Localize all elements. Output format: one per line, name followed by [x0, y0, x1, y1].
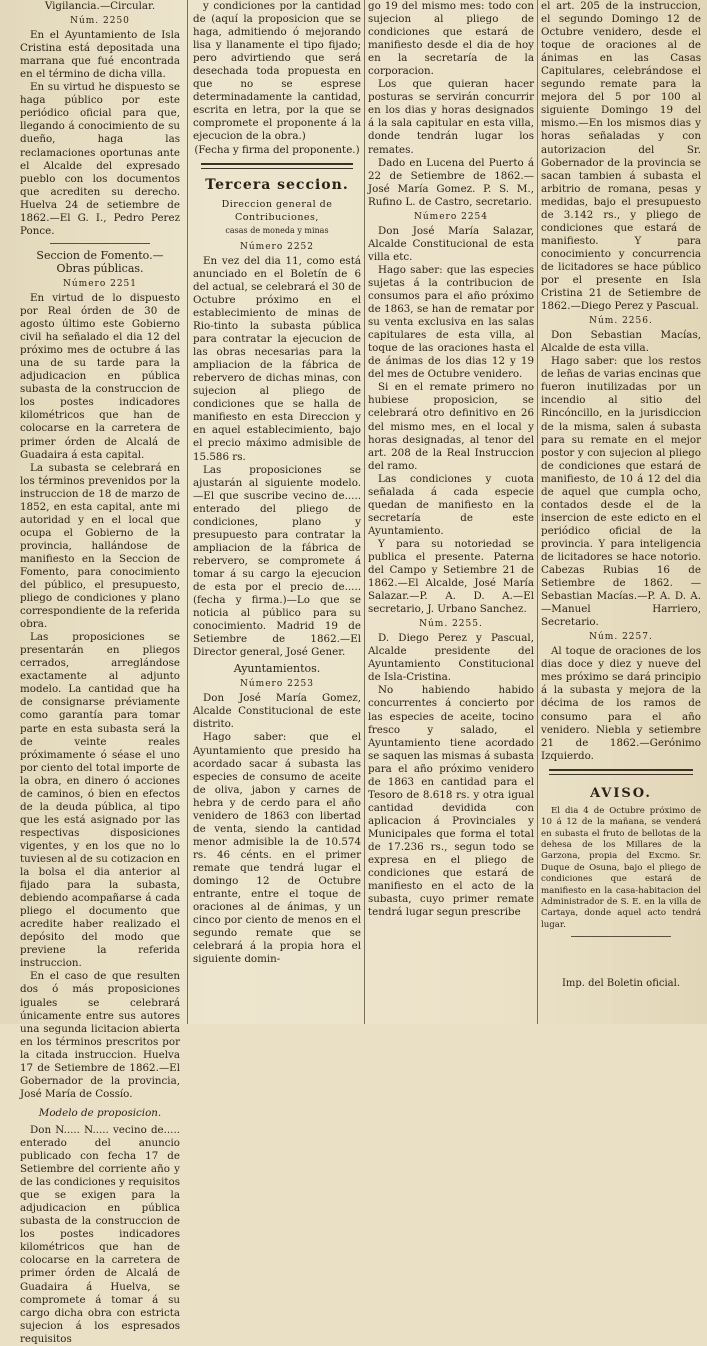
paragraph: Hago saber: que las especies sujetas á la contribucion de consumos para el año próximo de 1863, se han de rematar por su venta exclusiva en las salas capitulares de esta villa, al toque de las oraciones hasta el de ánimas de los dias 12 y 19 del mes de Octubre venidero. — [368, 263, 534, 381]
paragraph: Las proposiciones se presentarán en pliegos cerrados, arreglándose exactamente al adjunto modelo. La cantidad que ha de consignarse préviamente como garantía para tomar parte en esta subasta será la de veinte reales próximamente ó séase el uno por ciento del total importe de la obra, en dinero ó acciones de caminos, ó bien en efectos de la deuda pública, al tipo que les está asignado por las respectivas disposiciones vigentes, y en los que no lo tuviesen al de su cotizacion en la bolsa el dia anterior al fijado para la subasta, debiendo acompañarse á cada pliego el documento que acredite haber realizado el depósito del modo que previene la referida instruccion. — [20, 631, 180, 970]
separator — [50, 243, 150, 244]
column-1 — [20, 0, 180, 1345]
paragraph: y condiciones por la cantidad de (aquí la proposicion que se haga, admitiendo ó mejorando lisa y llanamente el tipo fijado; pero advirtiendo que será desechada toda propuesta en que no se esprese determinadamente la cantidad, escrita en letra, por la que se compromete el proponente á la ejecucion de la obra.) — [193, 0, 361, 143]
notice-number: Número 2251 — [62, 278, 138, 289]
paragraph: Los que quieran hacer posturas se servirán concurrir en los dias y horas designados á la sala capitular en esta villa, donde tendrán lugar los remates. — [368, 78, 534, 156]
subheading: Direccion general de Contribuciones, — [221, 198, 333, 223]
section-heading: Vigilancia.—Circular. — [44, 0, 156, 12]
paragraph: En el Ayuntamiento de Isla Cristina está depositada una marrana que fué encontrada en el término de dicha villa. — [20, 29, 180, 81]
section-heading: Ayuntamientos. — [233, 662, 321, 676]
paragraph: Don José María Salazar, Alcalde Constitucional de esta villa etc. — [368, 224, 534, 263]
notice-number: Núm. 2257. — [589, 632, 653, 643]
section-title: Tercera seccion. — [205, 176, 349, 193]
column-rule — [187, 0, 188, 1024]
paragraph: El dia 4 de Octubre próximo de 10 á 12 de la mañana, se venderá en subasta el fruto de bellotas de la dehesa de los Millares de la Garzona, propia del Excmo. Sr. Duque de Osuna, bajo el pliego de condiciones que estará de manifiesto en la casa-habitacion del Administrador de S. E. en la villa de Cartaya, donde aquel acto tendrá lugar. — [541, 805, 701, 930]
column-4 — [541, 0, 701, 1024]
column-rule — [364, 0, 365, 1024]
notice-number: Núm. 2250 — [70, 16, 130, 27]
paragraph: Las condiciones y cuota señalada á cada especie quedan de manifiesto en la secretaría de este Ayuntamiento. — [368, 472, 534, 537]
notice-number: Número 2252 — [239, 241, 315, 252]
paragraph: Hago saber: que el Ayuntamiento que presido ha acordado sacar á subasta las especies de consumo de aceite de oliva, jabon y carnes de hebra y de cerdo para el año venidero de 1863 con libertad de venta, siendo la cantidad menor admisible la de 10.574 rs. 46 cénts. en el primer remate que tendrá lugar el domingo 12 de Octubre entrante, entre el toque de oraciones al de ánimas, y un cinco por ciento de menos en el segundo remate que se celebrará á la propia hora el siguiente domin- — [193, 731, 361, 966]
subheading: Modelo de proposicion. — [38, 1106, 162, 1119]
paragraph: Dado en Lucena del Puerto á 22 de Setiembre de 1862.—José María Gomez. P. S. M., Rufino L. de Castro, secretario. — [368, 156, 534, 208]
paragraph: Don N..... N..... vecino de..... enterado del anuncio publicado con fecha 17 de Setiembre del corriente año y de las condiciones y requisitos que se exigen para la adjudicacion en pública subasta de la construccion de los postes indicadores kilométricos que han de colocarse en la carretera de primer órden de Alcalá de Guadaira á Huelva, se compromete á tomar á su cargo dicha obra con estricta sujecion á los espresados requisitos — [20, 1123, 180, 1345]
paragraph: En su virtud he dispuesto se haga público por este periódico oficial para que, llegando á conocimiento de su dueño, haga las reclamaciones oportunas ante el Alcalde del expresado pueblo con los documentos que acrediten su derecho. Huelva 24 de setiembre de 1862.—El G. I., Pedro Perez Ponce. — [20, 81, 180, 237]
subheading: casas de moneda y minas — [225, 225, 329, 235]
separator — [549, 774, 693, 775]
paragraph: go 19 del mismo mes: todo con sujecion al pliego de condiciones que estará de manifiesto desde el dia de hoy en la secretaría de la corporacion. — [368, 0, 534, 78]
paragraph: Don Sebastian Macías, Alcalde de esta villa. — [541, 329, 701, 355]
paragraph: Y para su notoriedad se publica el presente. Paterna del Campo y Setiembre 21 de 1862.—El Alcalde, José María Salazar.—P. A. D. A.—El secretario, J. Urbano Sanchez. — [368, 537, 534, 616]
section-heading: Seccion de Fomento.—Obras públicas. — [36, 248, 164, 275]
paragraph: el art. 205 de la instruccion, el segundo Domingo 12 de Octubre venidero, desde el toque de oraciones al de ánimas en las Casas Capitulares, celebrándose el segundo remate para la mejora del 5 por 100 al siguiente Domingo 19 del mismo.—En los mismos dias y horas señaladas y con autorizacion del Sr. Gobernador de la provincia se sacan tambien á subasta el arbitrio de romana, pesas y medidas, bajo el presupuesto de 3.142 rs., y pliego de condiciones que estará de manifiesto. Y para conocimiento y concurrencia de licitadores se hace público por el presente en Isla Cristina 21 de Setiembre de 1862.—Diego Perez y Pascual. — [541, 0, 701, 313]
paragraph: La subasta se celebrará en los términos prevenidos por la instruccion de 18 de marzo de 1852, en esta capital, ante mi autoridad y en el local que ocupa el Gobierno de la provincia, hallándose de manifiesto en la Seccion de Fomento, para conocimiento del público, el presupuesto, pliego de condiciones y plano correspondiente de la referida obra. — [20, 461, 180, 631]
paragraph: Si en el remate primero no hubiese proposicion, se celebrará otro definitivo en 26 del mismo mes, en el local y horas designadas, al tenor del art. 208 de la Real Instruccion del ramo. — [368, 381, 534, 472]
paragraph: Al toque de oraciones de los dias doce y diez y nueve del mes próximo se dará principio á la subasta y mejora de la décima de los ramos de consumo para el año venidero. Niebla y setiembre 21 de 1862.—Gerónimo Izquierdo. — [541, 645, 701, 762]
notice-number: Número 2254 — [413, 211, 489, 222]
separator — [201, 168, 353, 169]
separator — [201, 163, 353, 165]
printer-line: Imp. del Boletin oficial. — [561, 978, 681, 990]
column-rule — [537, 0, 538, 1024]
column-3 — [368, 0, 534, 1024]
paragraph: En vez del dia 11, como está anunciado en el Boletín de 6 del actual, se celebrará el 30 de Octubre próximo en el establecimiento de minas de Rio-tinto la subasta pública para contratar la ejecucion de las obras necesarias para la ampliacion de la fábrica de rebervero de dichas minas, con sujecion al pliego de condiciones que se halla de manifiesto en esta Direccion y en aquel establecimiento, bajo el precio máximo admisible de 15.586 rs. — [193, 254, 361, 463]
separator — [571, 936, 671, 937]
paragraph: Hago saber: que los restos de leñas de varias encinas que fueron inutilizadas por un incendio al sitio del Rincóncillo, en la jurisdiccion de la misma, salen á subasta para su remate en el mejor postor y con sujecion al pliego de condiciones que estará de manifiesto, de 10 á 12 del dia de aquel que cumpla ocho, contados desde el de la insercion de este edicto en el periódico oficial de la provincia. Y para inteligencia de licitadores se hace notorio. Cabezas Rubias 16 de Setiembre de 1862. —Sebastian Macías.—P. A. D. A.—Manuel Harriero, Secretario. — [541, 355, 701, 629]
paragraph: Las proposiciones se ajustarán al siguiente modelo.—El que suscribe vecino de..... enterado del pliego de condiciones, plano y presupuesto para contratar la ampliacion de la fábrica de rebervero, se compromete á tomar á su cargo la ejecucion de esta por el precio de..... (fecha y firma.)—Lo que se noticia al público para su conocimiento. Madrid 19 de Setiembre de 1862.—El Director general, José Gener. — [193, 463, 361, 659]
notice-number: Núm. 2255. — [419, 619, 483, 630]
notice-number: Número 2253 — [239, 679, 315, 690]
paragraph: Don José María Gomez, Alcalde Constitucional de este distrito. — [193, 692, 361, 731]
paragraph: (Fecha y firma del proponente.) — [194, 143, 360, 156]
separator — [549, 769, 693, 771]
paragraph: No habiendo habido concurrentes á concierto por las especies de aceite, tocino fresco y salado, el Ayuntamiento tiene acordado se saquen las mismas á subasta para el año próximo venidero de 1863 en cantidad para el Tesoro de 8.618 rs. y otra igual cantidad devidida con aplicacion á Provinciales y Municipales que forma el total de 17.236 rs., segun todo se expresa en el pliego de condiciones que estará de manifiesto en el acto de la subasta, cuyo primer remate tendrá lugar segun prescribe — [368, 684, 534, 919]
paragraph: En el caso de que resulten dos ó más proposiciones iguales se celebrará únicamente entre sus autores una segunda licitacion abierta en los términos prescritos por la citada instruccion. Huelva 17 de Setiembre de 1862.—El Gobernador de la provincia, José María de Cossío. — [20, 970, 180, 1100]
paragraph: D. Diego Perez y Pascual, Alcalde presidente del Ayuntamiento Constitucional de Isla-Cristina. — [368, 632, 534, 684]
column-2 — [193, 0, 361, 1024]
notice-number: Núm. 2256. — [589, 316, 653, 327]
notice-title: AVISO. — [590, 785, 652, 801]
paragraph: En virtud de lo dispuesto por Real órden de 30 de agosto último este Gobierno civil ha señalado el dia 12 del próximo mes de octubre á las una de su tarde para la adjudicacion en pública subasta de la construccion de los postes indicadores kilométricos que han de colocarse en la carretera de primer órden de Alcalá de Guadaira á esta capital. — [20, 291, 180, 461]
